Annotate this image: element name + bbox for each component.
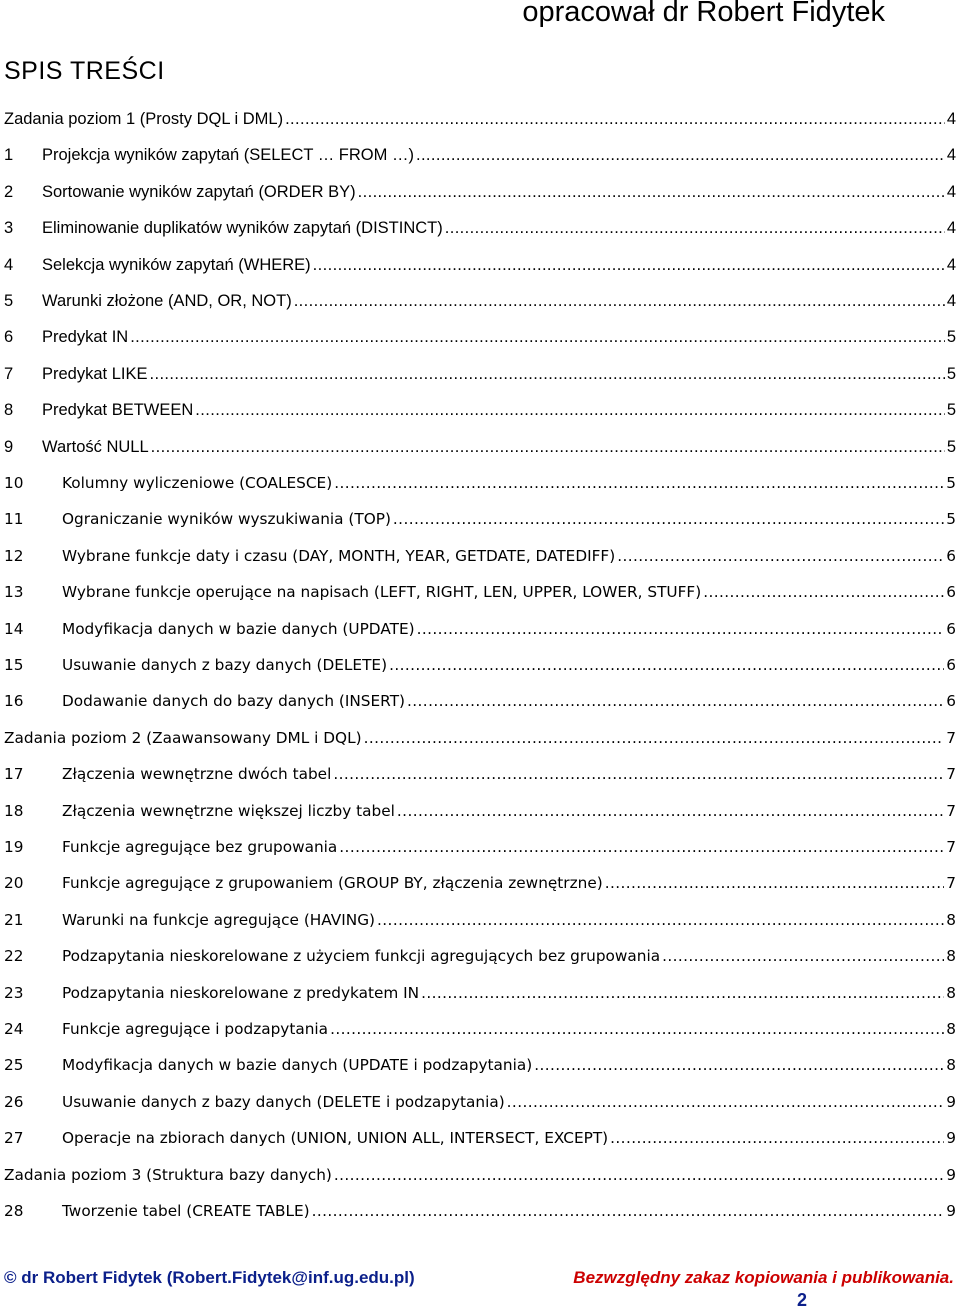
toc-entry-title: Tworzenie tabel (CREATE TABLE) [62,1202,310,1220]
toc-entry-page: 5 [946,364,956,383]
toc-entry[interactable] [4,215,960,241]
toc-entry-title: Kolumny wyliczeniowe (COALESCE) [62,474,333,492]
toc-entry-page: 5 [946,510,956,529]
toc-entry-title: Modyfikacja danych w bazie danych (UPDATE i podzapytania) [62,1056,533,1075]
toc-entry[interactable] [4,1016,960,1042]
toc-entry-number: 1 [4,146,14,165]
toc-entry-page: 6 [946,656,956,674]
toc-entry-title: Zadania poziom 1 (Prosty DQL i DML) [4,110,284,128]
toc-dot-leader [334,470,944,496]
toc-entry[interactable] [4,543,960,569]
toc-entry-title: Podzapytania nieskorelowane z użyciem funkcji agregujących bez grupowania [62,947,661,966]
toc-entry[interactable] [4,470,960,496]
toc-entry-number: 26 [4,1092,24,1111]
toc-entry-page: 8 [946,1020,956,1038]
toc-entry[interactable] [4,324,960,350]
toc-entry-title: Warunki złożone (AND, OR, NOT) [42,292,292,310]
toc-dot-leader [610,1125,944,1151]
toc-entry-page: 9 [946,1092,956,1111]
toc-entry-number: 4 [4,255,14,274]
toc-entry[interactable] [4,1198,960,1224]
toc-entry-title: Selekcja wyników zapytań (WHERE) [42,255,311,274]
toc-entry[interactable] [4,1125,960,1151]
toc-entry-page: 9 [946,1202,956,1220]
toc-entry-page: 6 [946,546,956,565]
toc-entry[interactable] [4,688,960,714]
toc-entry-number: 27 [4,1129,24,1148]
toc-dot-leader [151,434,945,460]
toc-dot-leader [312,1198,945,1224]
toc-entry[interactable] [4,1089,960,1115]
toc-dot-leader [389,652,944,678]
toc-entry-page: 8 [946,1056,956,1075]
toc-entry-page: 9 [946,1129,956,1148]
toc-entry-title: Złączenia wewnętrzne dwóch tabel [62,765,332,784]
toc-entry-title: Zadania poziom 2 (Zaawansowany DML i DQL) [4,728,362,747]
toc-dot-leader [407,688,944,714]
toc-entry-number: 28 [4,1202,24,1220]
toc-dot-leader [333,761,944,787]
toc-dot-leader [364,725,945,751]
toc-entry-page: 6 [946,619,956,638]
toc-entry-number: 8 [4,401,14,420]
toc-entry-page: 4 [946,110,956,128]
toc-entry-title: Projekcja wyników zapytań (SELECT … FROM …) [42,146,414,165]
toc-entry-title: Wybrane funkcje daty i czasu (DAY, MONTH, YEAR, GETDATE, DATEDIFF) [62,546,616,565]
toc-dot-leader [703,579,944,605]
toc-entry-title: Modyfikacja danych w bazie danych (UPDATE) [62,619,415,638]
toc-entry-page: 4 [946,219,956,238]
toc-entry-number: 23 [4,983,24,1002]
toc-dot-leader [605,870,945,896]
toc-entry-number: 12 [4,546,24,565]
toc-dot-leader [421,980,944,1006]
toc-entry-page: 7 [946,728,956,747]
toc-entry[interactable] [4,288,960,314]
toc-entry-title: Funkcje agregujące bez grupowania [62,838,338,856]
toc-entry-title: Dodawanie danych do bazy danych (INSERT) [62,692,406,711]
toc-dot-leader [330,1016,944,1042]
toc-entry-page: 5 [946,474,956,492]
toc-dot-leader [662,943,944,969]
toc-dot-leader [377,907,944,933]
toc-entry-page: 5 [946,437,956,456]
toc-dot-leader [195,397,945,423]
toc-entry[interactable] [4,616,960,642]
footer-author: © dr Robert Fidytek (Robert.Fidytek@inf.ug.edu.pl) [4,1268,415,1287]
toc-entry[interactable] [4,397,960,423]
toc-entry-number: 21 [4,910,24,929]
toc-entry-number: 3 [4,219,14,238]
toc-entry[interactable] [4,579,960,605]
toc-entry-number: 24 [4,1020,24,1038]
toc-entry[interactable] [4,834,960,860]
toc-entry-page: 6 [946,692,956,711]
toc-title: SPIS TREŚCI [4,57,165,85]
toc-entry-page: 4 [946,292,956,310]
toc-entry-page: 6 [946,583,956,602]
toc-entry[interactable] [4,361,960,387]
toc-entry[interactable] [4,142,960,168]
toc-dot-leader [130,324,945,350]
toc-dot-leader [397,798,944,824]
toc-entry-page: 4 [946,146,956,165]
toc-entry[interactable] [4,943,960,969]
toc-entry[interactable] [4,179,960,205]
toc-entry-number: 14 [4,619,24,638]
toc-entry-title: Usuwanie danych z bazy danych (DELETE) [62,656,388,674]
toc-entry[interactable] [4,506,960,532]
toc-entry[interactable] [4,907,960,933]
toc-dot-leader [445,215,945,241]
toc-dot-leader [358,179,945,205]
toc-entry-title: Predykat LIKE [42,364,148,383]
toc-entry-number: 13 [4,583,24,602]
toc-dot-leader [339,834,944,860]
toc-dot-leader [294,288,945,314]
toc-entry-title: Sortowanie wyników zapytań (ORDER BY) [42,182,356,201]
toc-dot-leader [416,142,945,168]
toc-dot-leader [417,616,945,642]
toc-dot-leader [149,361,944,387]
toc-dot-leader [507,1089,945,1115]
toc-entry-page: 7 [946,765,956,784]
toc-entry-number: 2 [4,182,14,201]
toc-entry-title: Złączenia wewnętrzne większej liczby tabel [62,801,395,820]
toc-dot-leader [617,543,944,569]
toc-entry-page: 9 [946,1165,956,1184]
toc-entry-number: 20 [4,874,24,893]
toc-dot-leader [334,1162,944,1188]
toc-entry-title: Operacje na zbiorach danych (UNION, UNION ALL, INTERSECT, EXCEPT) [62,1129,609,1148]
toc-entry-number: 18 [4,801,24,820]
toc-entry-page: 7 [946,874,956,893]
toc-entry-page: 7 [946,838,956,856]
toc-entry-title: Funkcje agregujące z grupowaniem (GROUP BY, złączenia zewnętrzne) [62,874,603,893]
toc-entry-page: 7 [946,801,956,820]
toc-dot-leader [534,1052,944,1078]
toc-entry-page: 8 [946,947,956,966]
toc-entry-number: 11 [4,510,24,529]
toc-entry-page: 5 [946,401,956,420]
toc-section-entry[interactable] [4,1162,960,1188]
toc-entry-title: Predykat BETWEEN [42,401,194,420]
toc-entry-number: 22 [4,947,24,966]
toc-entry[interactable] [4,252,960,278]
toc-dot-leader [393,506,944,532]
toc-section-entry[interactable] [4,725,960,751]
toc-entry[interactable] [4,652,960,678]
toc-entry-number: 19 [4,838,24,856]
toc-entry-title: Warunki na funkcje agregujące (HAVING) [62,910,376,929]
toc-entry-number: 16 [4,692,24,711]
toc-entry-title: Zadania poziom 3 (Struktura bazy danych) [4,1165,332,1184]
toc-entry-title: Predykat IN [42,328,129,347]
footer-copyright-notice: Bezwzględny zakaz kopiowania i publikowania. [573,1268,954,1287]
toc-entry-number: 25 [4,1056,24,1075]
toc-entry-number: 6 [4,328,14,347]
toc-entry-page: 4 [946,182,956,201]
toc-entry-number: 7 [4,364,14,383]
toc-entry[interactable] [4,434,960,460]
toc-entry-number: 9 [4,437,14,456]
toc-entry-page: 8 [946,983,956,1002]
toc-entry-number: 5 [4,292,14,310]
header-author: opracował dr Robert Fidytek [522,0,885,28]
toc-entry-page: 4 [946,255,956,274]
toc-entry[interactable] [4,761,960,787]
footer-page-number: 2 [797,1290,808,1310]
toc-entry-title: Usuwanie danych z bazy danych (DELETE i podzapytania) [62,1092,505,1111]
toc-entry-page: 8 [946,910,956,929]
toc-entry[interactable] [4,870,960,896]
toc-dot-leader [285,106,945,132]
toc-entry[interactable] [4,798,960,824]
toc-entry-title: Eliminowanie duplikatów wyników zapytań (DISTINCT) [42,219,443,238]
toc-entry-page: 5 [946,328,956,347]
toc-entry[interactable] [4,980,960,1006]
toc-entry-number: 15 [4,656,24,674]
toc-entry[interactable] [4,1052,960,1078]
toc-entry-title: Podzapytania nieskorelowane z predykatem IN [62,983,420,1002]
toc-entry-number: 17 [4,765,24,784]
toc-entry-title: Wybrane funkcje operujące na napisach (LEFT, RIGHT, LEN, UPPER, LOWER, STUFF) [62,583,702,602]
toc-entry-title: Ograniczanie wyników wyszukiwania (TOP) [62,510,391,529]
toc-entry-title: Wartość NULL [42,437,149,456]
toc-entry-number: 10 [4,474,24,492]
toc-section-entry[interactable] [4,106,960,132]
toc-entry-title: Funkcje agregujące i podzapytania [62,1020,329,1038]
toc-dot-leader [313,252,945,278]
